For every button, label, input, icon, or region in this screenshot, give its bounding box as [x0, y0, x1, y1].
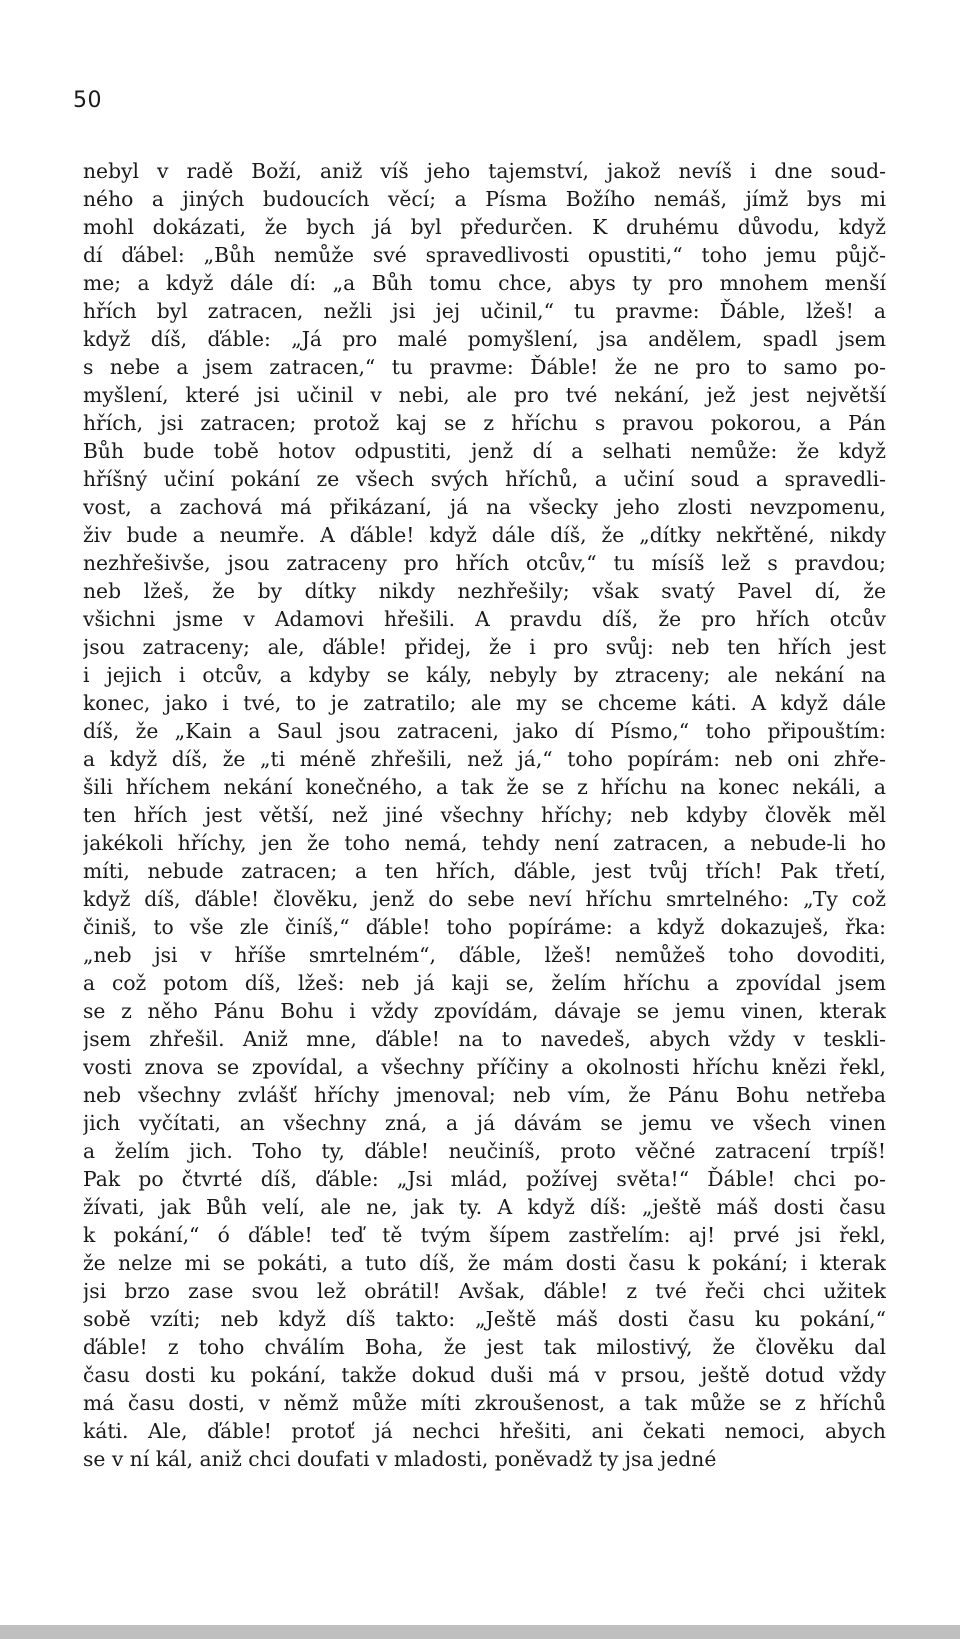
text-line: vosti znova se zpovídal, a všechny příčiny a okolnosti hříchu knězi řekl,	[83, 1055, 886, 1079]
text-line: ďáble! z toho chválím Boha, že jest tak milostivý, že člověku dal	[83, 1335, 886, 1359]
text-line: s nebe a jsem zatracen,“ tu pravme: Ďáble! že ne pro to samo po-	[83, 355, 886, 379]
text-line: „neb jsi v hříše smrtelném“, ďáble, lžeš! nemůžeš toho dovoditi,	[83, 943, 886, 967]
text-line: šili hříchem nekání konečného, a tak že se z hříchu na konec nekáli, a	[83, 775, 886, 799]
text-line: a což potom díš, lžeš: neb já kaji se, želím hříchu a zpovídal jsem	[83, 971, 886, 995]
text-line: i jejich i otcův, a kdyby se kály, nebyly by ztraceny; ale nekání na	[83, 663, 886, 687]
text-line: neb všechny zvlášť hříchy jmenoval; neb vím, že Pánu Bohu netřeba	[83, 1083, 886, 1107]
text-line: hřích, jsi zatracen; protož kaj se z hříchu s pravou pokorou, a Pán	[83, 411, 886, 435]
text-line: k pokání,“ ó ďáble! teď tě tvým šípem zastřelím: aj! prvé jsi řekl,	[83, 1223, 886, 1247]
text-line: konec, jako i tvé, to je zatratilo; ale my se chceme káti. A když dále	[83, 691, 886, 715]
text-line: hříšný učiní pokání ze všech svých hříchů, a učiní soud a spravedli-	[83, 467, 886, 491]
text-line: a když díš, že „ti méně zhřešili, než já,“ toho popírám: neb oni zhře-	[83, 747, 886, 771]
text-line: se v ní kál, aniž chci doufati v mladosti, poněvadž ty jsa jedné	[83, 1447, 717, 1471]
text-line: že nelze mi se pokáti, a tuto díš, že mám dosti času k pokání; i kterak	[83, 1251, 886, 1275]
text-line: činiš, to vše zle činíš,“ ďáble! toho popíráme: a když dokazuješ, řka:	[83, 915, 886, 939]
text-line: nezhřešivše, jsou zatraceny pro hřích otcův,“ tu mísíš lež s pravdou;	[83, 551, 886, 575]
text-line: jakékoli hříchy, jen že toho nemá, tehdy není zatracen, a nebude-li ho	[83, 831, 886, 855]
text-line: hřích byl zatracen, nežli jsi jej učinil,“ tu pravme: Ďáble, lžeš! a	[83, 299, 886, 323]
text-line: ného a jiných budoucích věcí; a Písma Božího nemáš, jímž bys mi	[83, 187, 886, 211]
text-line: žívati, jak Bůh velí, ale ne, jak ty. A když díš: „ještě máš dosti času	[83, 1195, 886, 1219]
page-number: 50	[73, 88, 102, 113]
text-line: neb lžeš, že by dítky nikdy nezhřešily; však svatý Pavel dí, že	[83, 579, 886, 603]
text-line: ten hřích jest větší, než jiné všechny hříchy; neb kdyby člověk měl	[83, 803, 886, 827]
text-line: dí ďábel: „Bůh nemůže své spravedlivosti opustiti,“ toho jemu půjč-	[83, 243, 886, 267]
text-line: jich vyčítati, an všechny zná, a já dávám se jemu ve všech vinen	[83, 1111, 886, 1135]
text-line: vost, a zachová má přikázaní, já na všecky jeho zlosti nevzpomenu,	[83, 495, 886, 519]
bottom-edge-band	[0, 1625, 960, 1639]
text-line: Bůh bude tobě hotov odpustiti, jenž dí a selhati nemůže: že když	[83, 439, 886, 463]
text-line: jsi brzo zase svou lež obrátil! Avšak, ďáble! z tvé řeči chci užitek	[83, 1279, 886, 1303]
text-line: živ bude a neumře. A ďáble! když dále díš, že „dítky nekřtěné, nikdy	[83, 523, 886, 547]
text-line: času dosti ku pokání, takže dokud duši má v prsou, ještě dotud vždy	[83, 1363, 886, 1387]
text-line: myšlení, které jsi učinil v nebi, ale pro tvé nekání, jež jest největší	[83, 383, 886, 407]
text-line: má času dosti, v němž může míti zkroušenost, a tak může se z hříchů	[83, 1391, 886, 1415]
text-line: míti, nebude zatracen; a ten hřích, ďáble, jest tvůj třích! Pak třetí,	[83, 859, 886, 883]
text-line: mohl dokázati, že bych já byl předurčen. K druhému důvodu, když	[83, 215, 886, 239]
text-line: me; a když dále dí: „a Bůh tomu chce, abys ty pro mnohem menší	[83, 271, 886, 295]
text-line: Pak po čtvrté díš, ďáble: „Jsi mlád, požívej světa!“ Ďáble! chci po-	[83, 1167, 886, 1191]
body-text	[83, 157, 886, 1473]
text-line: nebyl v radě Boží, aniž víš jeho tajemství, jakož nevíš i dne soud-	[83, 159, 886, 183]
text-line: když díš, ďáble! člověku, jenž do sebe neví hříchu smrtelného: „Ty což	[83, 887, 886, 911]
text-line: když díš, ďáble: „Já pro malé pomyšlení, jsa andělem, spadl jsem	[83, 327, 886, 351]
text-line: jsem zhřešil. Aniž mne, ďáble! na to navedeš, abych vždy v teskli-	[83, 1027, 886, 1051]
text-line: a želím jich. Toho ty, ďáble! neučiníš, proto věčné zatracení trpíš!	[83, 1139, 886, 1163]
text-line: káti. Ale, ďáble! protoť já nechci hřešiti, ani čekati nemoci, abych	[83, 1419, 886, 1443]
text-line: sobě vzíti; neb když díš takto: „Ještě máš dosti času ku pokání,“	[83, 1307, 886, 1331]
text-line: všichni jsme v Adamovi hřešili. A pravdu díš, že pro hřích otcův	[83, 607, 886, 631]
text-line: jsou zatraceny; ale, ďáble! přidej, že i pro svůj: neb ten hřích jest	[83, 635, 886, 659]
text-line: se z něho Pánu Bohu i vždy zpovídám, dávaje se jemu vinen, kterak	[83, 999, 886, 1023]
text-line: díš, že „Kain a Saul jsou zatraceni, jako dí Písmo,“ toho připouštím:	[83, 719, 886, 743]
